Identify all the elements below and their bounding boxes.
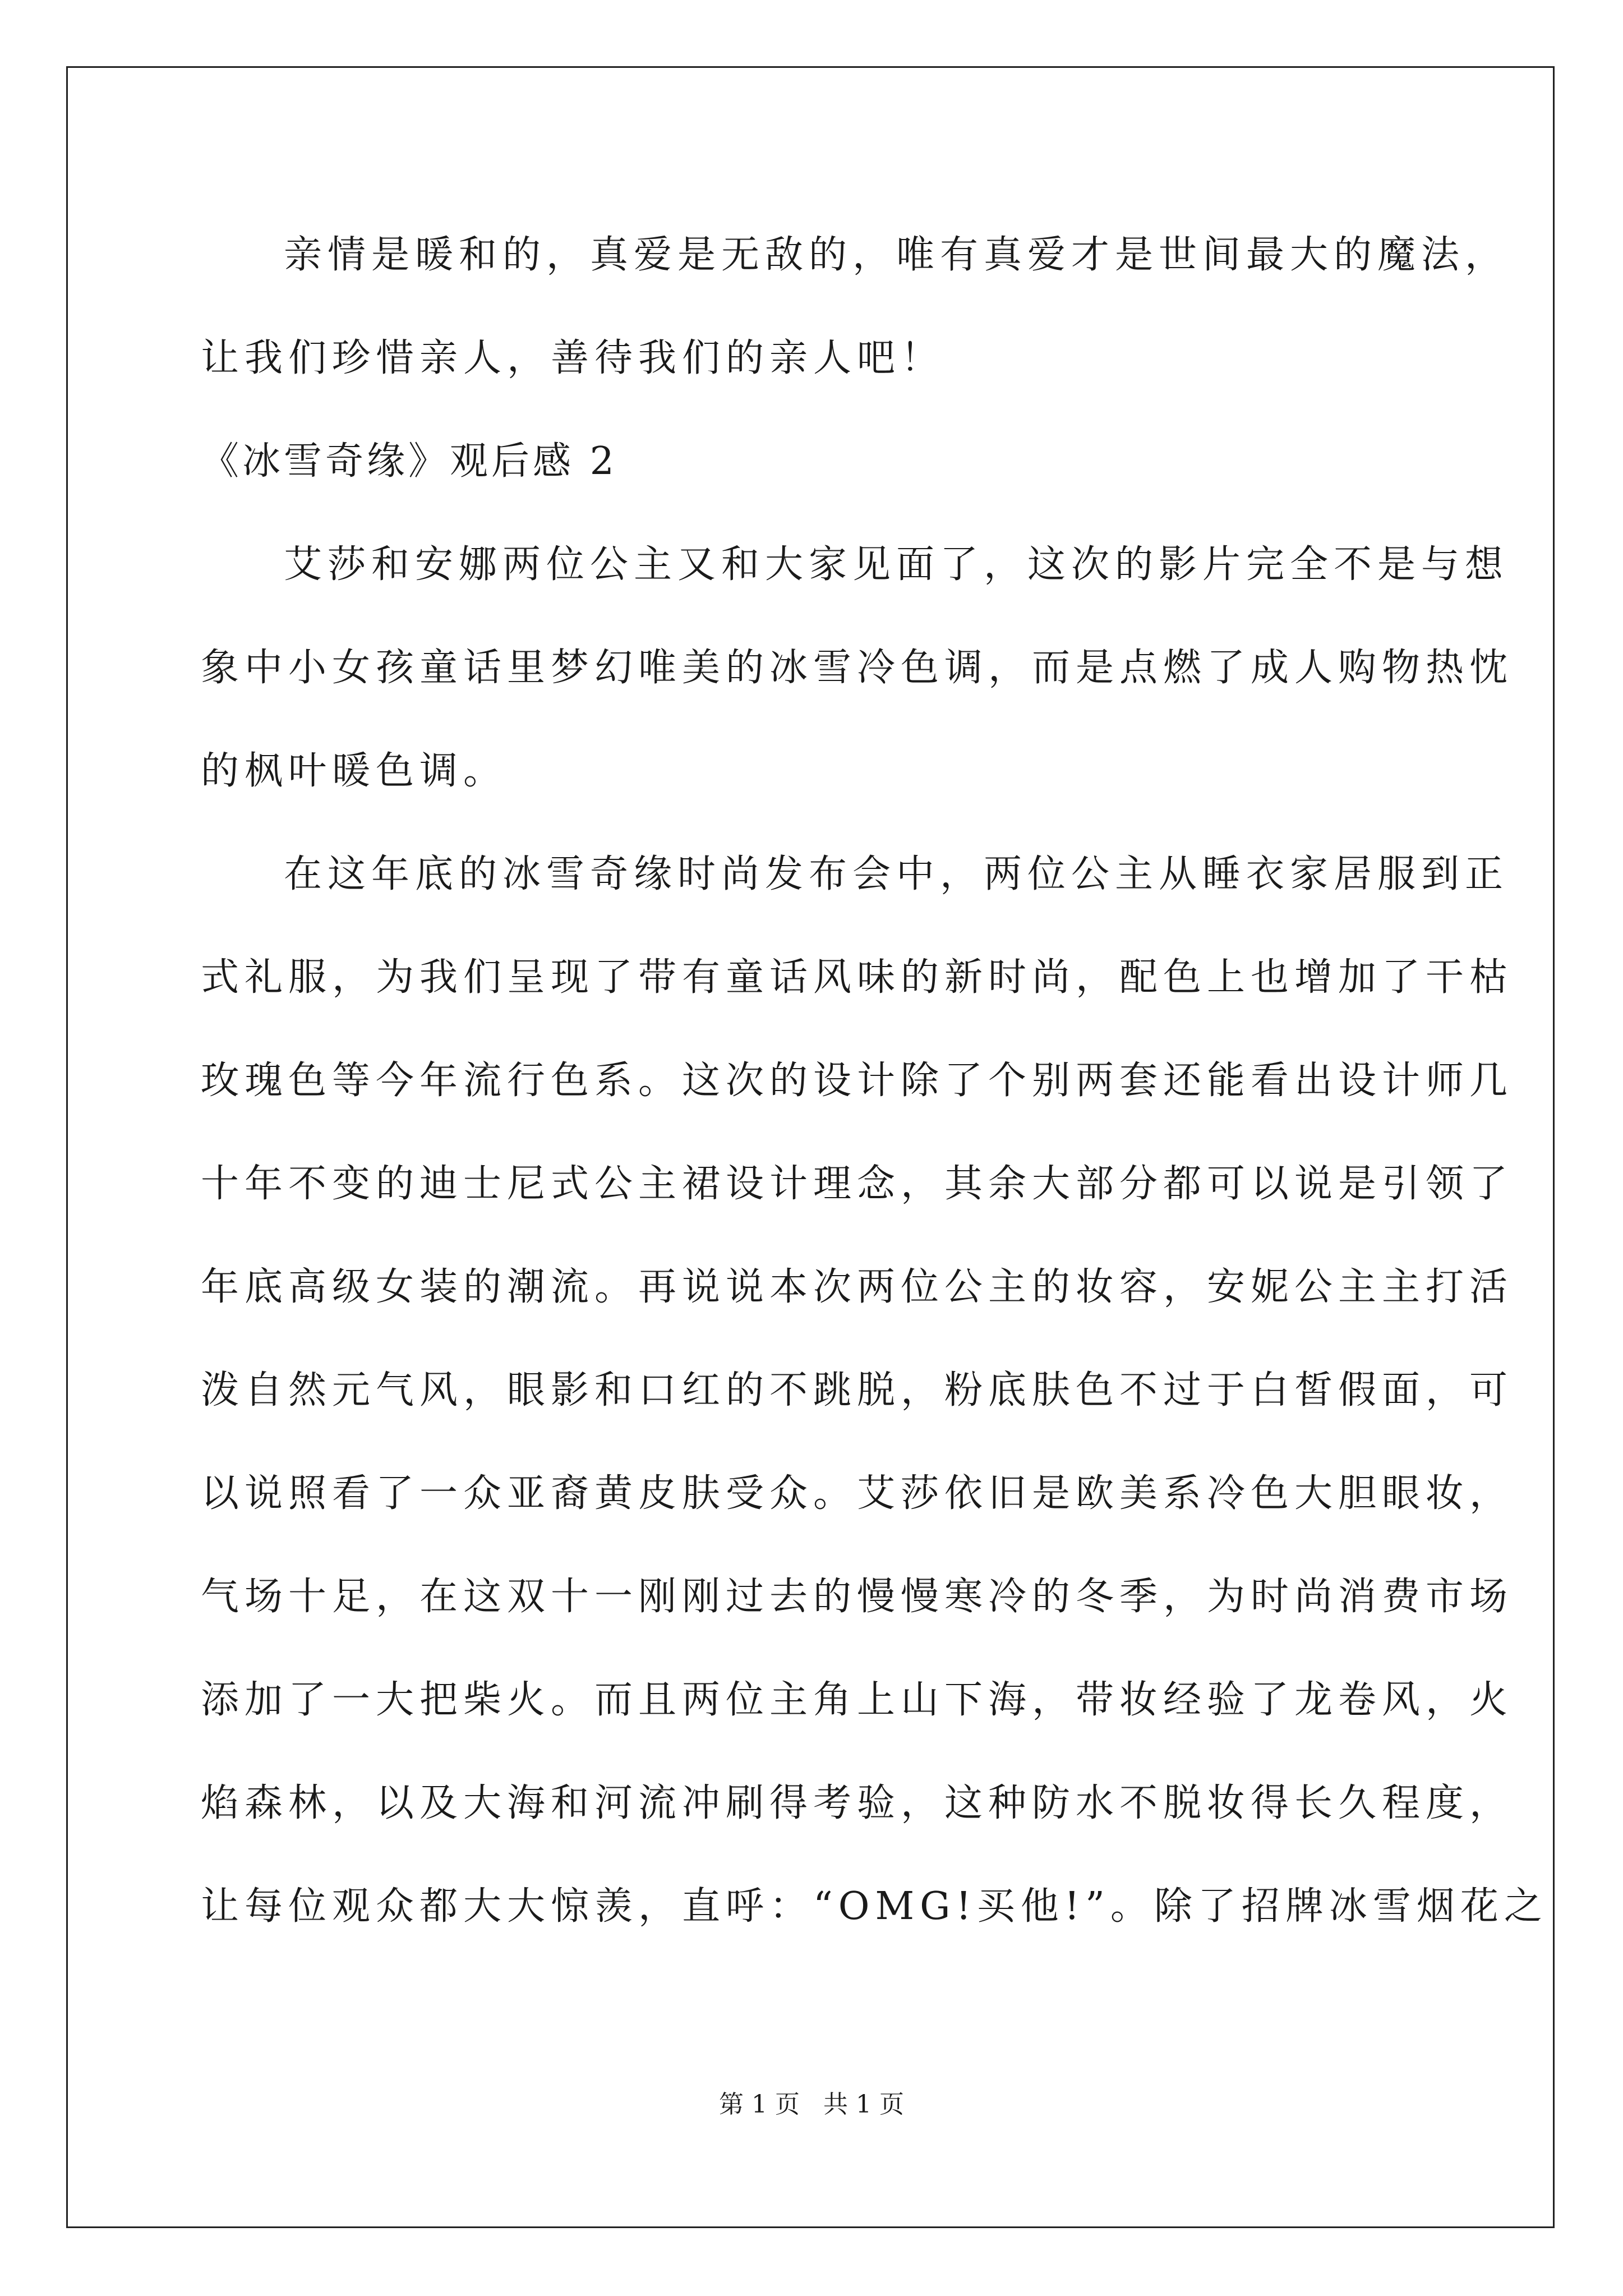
page-number: 第 1 页: [719, 2090, 800, 2119]
paragraph-line: 亲情是暖和的，真爱是无敌的，唯有真爱才是世间最大的魔法，: [284, 233, 1509, 277]
paragraph-line: 十年不变的迪士尼式公主裙设计理念，其余大部分都可以说是引领了: [201, 1162, 1514, 1206]
paragraph-line: 泼自然元气风，眼影和口红的不跳脱，粉底肤色不过于白皙假面，可: [201, 1368, 1514, 1412]
paragraph-line: 以说照看了一众亚裔黄皮肤受众。艾莎依旧是欧美系冷色大胆眼妆，: [201, 1471, 1514, 1516]
page-footer: [0, 2088, 1623, 2122]
document-body: [201, 222, 1548, 1976]
paragraph-line: 气场十足，在这双十一刚刚过去的慢慢寒冷的冬季，为时尚消费市场: [201, 1575, 1514, 1619]
paragraph-line: 年底高级女装的潮流。再说说本次两位公主的妆容，安妮公主主打活: [201, 1265, 1514, 1309]
paragraph-line: 式礼服，为我们呈现了带有童话风味的新时尚，配色上也增加了干枯: [201, 955, 1514, 1000]
paragraph-line: 让每位观众都大大惊羡，直呼：“OMG!买他!”。除了招牌冰雪烟花之: [201, 1884, 1548, 1929]
paragraph-line: 艾莎和安娜两位公主又和大家见面了，这次的影片完全不是与想: [284, 542, 1509, 587]
paragraph-line: 玫瑰色等今年流行色系。这次的设计除了个别两套还能看出设计师几: [201, 1059, 1514, 1103]
paragraph-line: 焰森林，以及大海和河流冲刷得考验，这种防水不脱妆得长久程度，: [201, 1781, 1514, 1825]
paragraph-line: 象中小女孩童话里梦幻唯美的冰雪冷色调，而是点燃了成人购物热忱: [201, 646, 1514, 690]
paragraph-line: 添加了一大把柴火。而且两位主角上山下海，带妆经验了龙卷风，火: [201, 1678, 1514, 1722]
page-total: 共 1 页: [823, 2090, 904, 2119]
section-heading: 《冰雪奇缘》观后感 2: [201, 439, 617, 484]
paragraph-line: 在这年底的冰雪奇缘时尚发布会中，两位公主从睡衣家居服到正: [284, 852, 1509, 896]
paragraph-line: 的枫叶暖色调。: [201, 749, 508, 793]
paragraph-line: 让我们珍惜亲人，善待我们的亲人吧！: [201, 336, 945, 380]
